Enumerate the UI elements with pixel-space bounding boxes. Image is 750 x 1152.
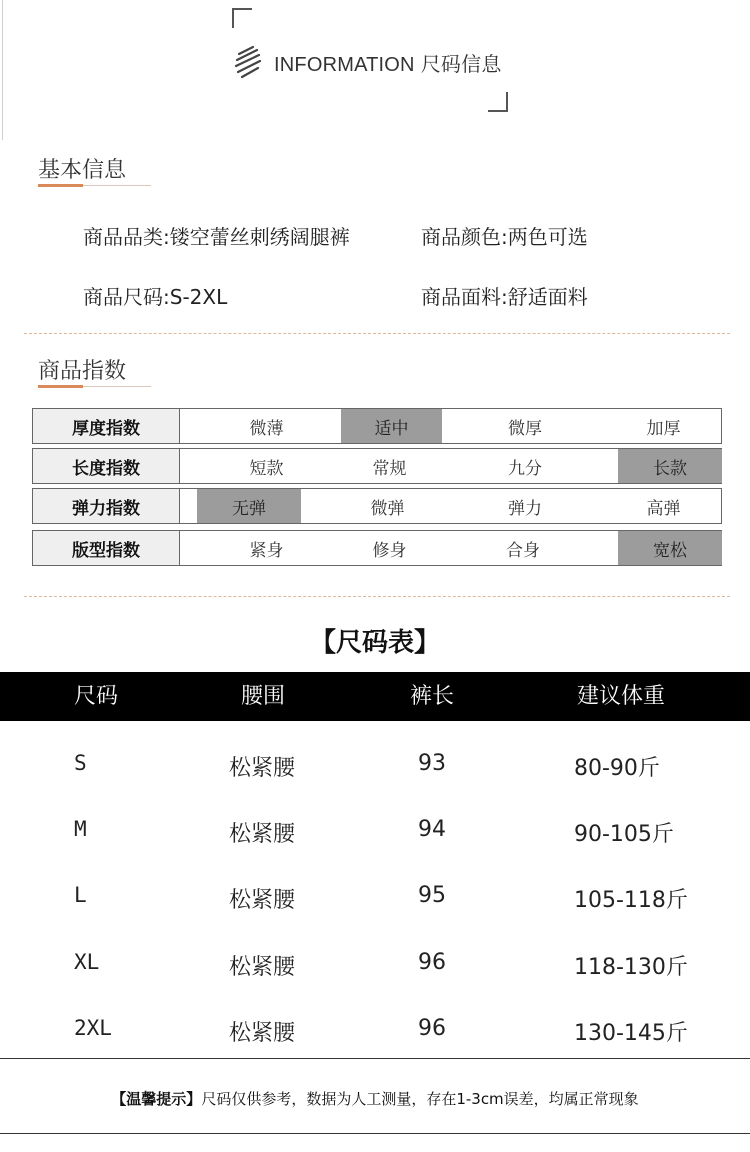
info-sep: : <box>163 285 170 309</box>
left-edge-line <box>2 0 3 140</box>
table-bottom-rule <box>0 1058 750 1059</box>
cell-weight: 90-105斤 <box>574 822 674 847</box>
size-table-title: 【尺码表】 <box>309 628 440 658</box>
cell-waist: 松紧腰 <box>229 822 296 847</box>
warm-tip-text: 尺码仅供参考，数据为人工测量，存在1-3cm误差，均属正常现象 <box>201 1090 639 1108</box>
cell-waist: 松紧腰 <box>229 955 296 980</box>
column-header-weight: 建议体重 <box>577 684 666 709</box>
info-label: 商品颜色 <box>421 225 501 249</box>
index-option: 微厚 <box>508 418 542 439</box>
index-row-fit <box>32 530 722 566</box>
index-option-selected: 长款 <box>618 449 722 483</box>
info-label: 商品品类 <box>83 225 163 249</box>
index-row-thickness <box>32 408 722 444</box>
cell-length: 93 <box>418 751 446 776</box>
basic-info-heading: 基本信息 <box>38 158 127 183</box>
dashed-divider <box>24 333 730 334</box>
size-table-header <box>0 672 750 721</box>
index-option-selected: 宽松 <box>618 531 722 565</box>
index-option: 合身 <box>506 540 540 561</box>
cell-waist: 松紧腰 <box>229 1021 296 1046</box>
cell-waist: 松紧腰 <box>229 888 296 913</box>
index-option: 高弹 <box>646 498 681 519</box>
info-item-fabric <box>421 281 588 310</box>
info-value: 镂空蕾丝刺绣阔腿裤 <box>169 225 350 249</box>
column-header-size: 尺码 <box>74 684 119 709</box>
corner-bracket-top-left <box>232 8 252 28</box>
cell-weight: 80-90斤 <box>574 756 660 781</box>
index-option: 修身 <box>372 540 407 561</box>
information-title <box>274 48 502 77</box>
index-row-label: 弹力指数 <box>33 489 180 523</box>
cell-size: L <box>74 883 87 907</box>
index-option: 微薄 <box>249 418 284 439</box>
info-item-category <box>83 221 350 250</box>
info-item-size <box>83 281 227 310</box>
cell-length: 94 <box>418 817 446 842</box>
warm-tip-label: 【温馨提示】 <box>111 1090 202 1108</box>
info-label: 商品尺码 <box>83 285 163 309</box>
index-option: 弹力 <box>508 498 542 519</box>
column-header-waist: 腰围 <box>241 684 286 709</box>
dashed-divider <box>24 596 730 597</box>
footer-rule <box>0 1133 750 1134</box>
index-option: 紧身 <box>249 540 284 561</box>
cell-weight: 105-118斤 <box>574 888 688 913</box>
information-title-cn: 尺码信息 <box>420 52 502 76</box>
cell-length: 96 <box>418 950 446 975</box>
info-value: 两色可选 <box>507 225 588 249</box>
index-option-selected: 适中 <box>341 409 442 443</box>
cell-weight: 118-130斤 <box>574 955 688 980</box>
info-sep: : <box>163 225 170 249</box>
feather-logo-icon <box>233 44 265 80</box>
index-option: 常规 <box>372 458 407 479</box>
product-index-heading: 商品指数 <box>38 359 127 384</box>
cell-waist: 松紧腰 <box>229 756 296 781</box>
column-header-length: 裤长 <box>410 684 455 709</box>
basic-info-accent-bar <box>38 184 83 187</box>
index-row-label: 长度指数 <box>33 449 180 483</box>
info-sep: : <box>501 225 508 249</box>
index-option: 九分 <box>508 458 542 479</box>
corner-bracket-bottom-right <box>488 92 508 112</box>
index-row-elasticity <box>32 488 722 524</box>
info-label: 商品面料 <box>421 285 501 309</box>
index-option: 微弹 <box>370 498 405 519</box>
cell-weight: 130-145斤 <box>574 1021 688 1046</box>
info-item-color <box>421 221 588 250</box>
index-row-length <box>32 448 722 484</box>
warm-tip <box>0 1088 750 1109</box>
cell-size: 2XL <box>74 1016 112 1040</box>
index-option-selected: 无弹 <box>197 489 301 523</box>
info-value: S-2XL <box>169 285 228 309</box>
cell-size: M <box>74 817 87 841</box>
product-index-accent-bar <box>38 385 83 388</box>
index-option: 短款 <box>249 458 284 479</box>
index-option: 加厚 <box>646 418 681 439</box>
index-row-label: 厚度指数 <box>33 409 180 443</box>
cell-size: XL <box>74 950 100 974</box>
cell-length: 96 <box>418 1016 446 1041</box>
info-sep: : <box>501 285 508 309</box>
information-title-en: INFORMATION <box>274 54 415 76</box>
cell-length: 95 <box>418 883 446 908</box>
cell-size: S <box>74 751 87 775</box>
index-row-label: 版型指数 <box>33 531 180 565</box>
info-value: 舒适面料 <box>507 285 588 309</box>
